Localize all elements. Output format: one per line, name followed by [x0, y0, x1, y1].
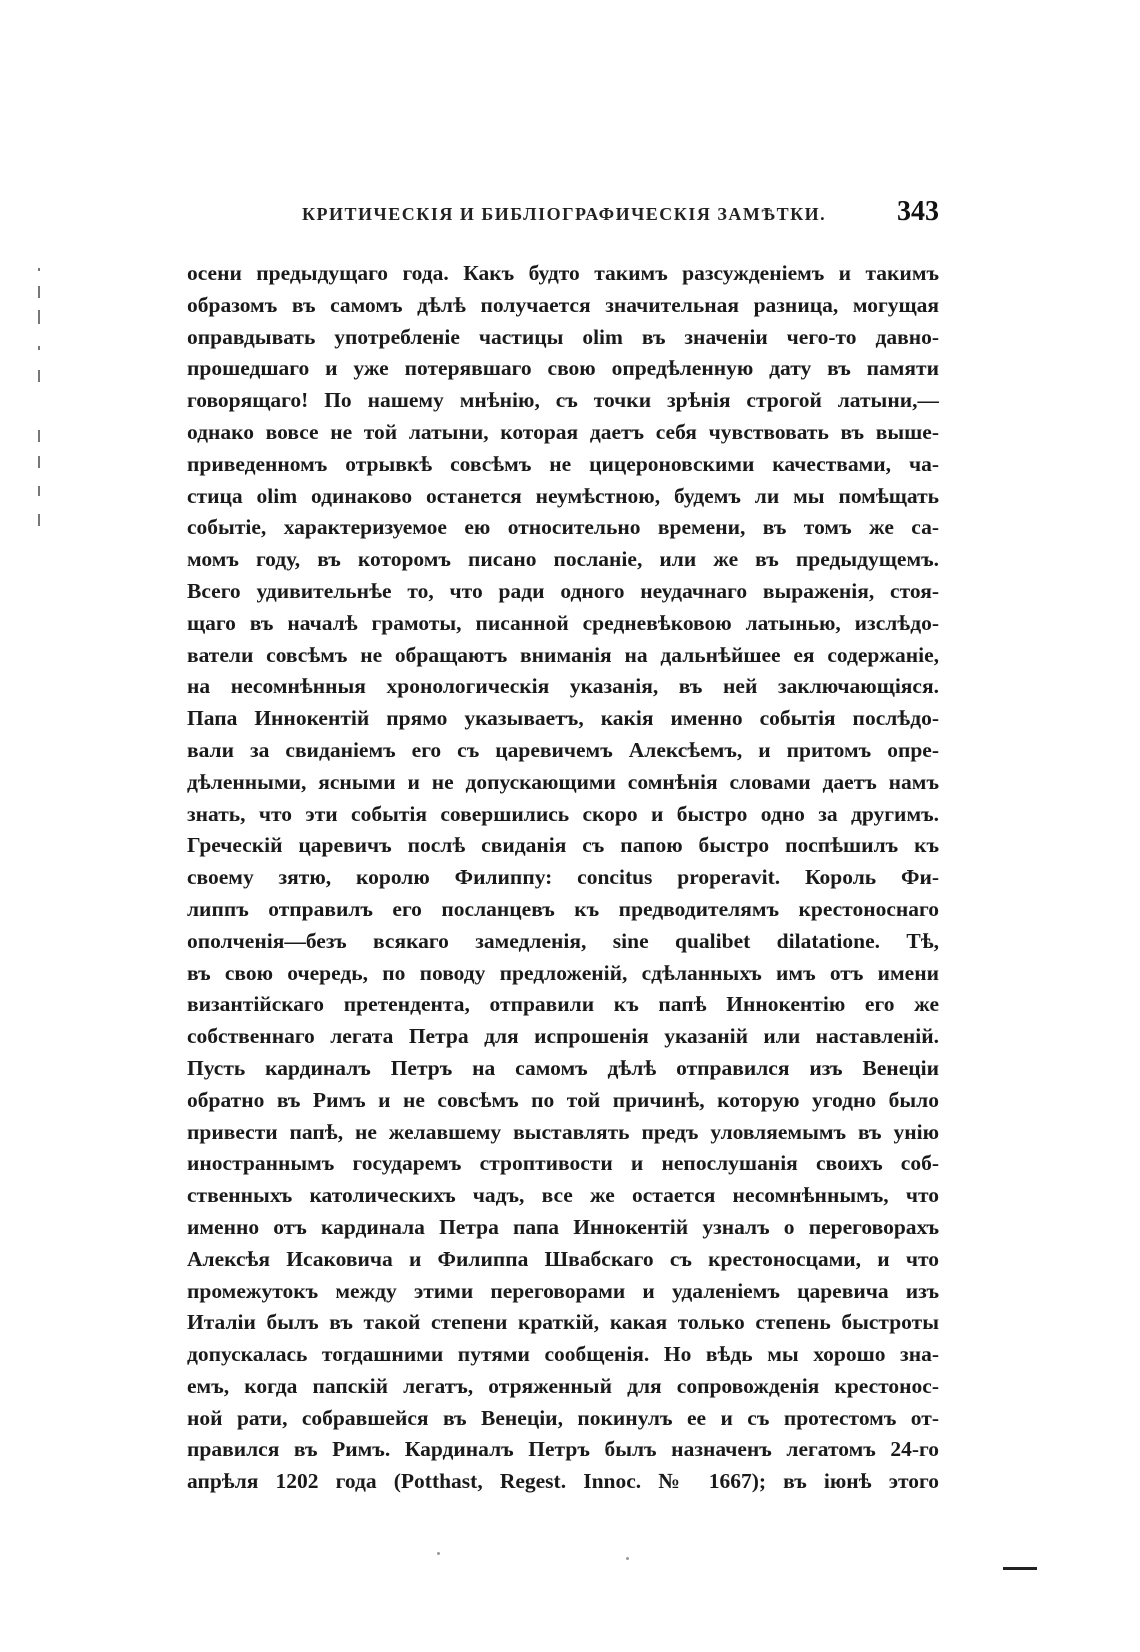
text-line: Пусть кардиналъ Петръ на самомъ дѣлѣ отправился изъ Венеціи: [187, 1055, 939, 1080]
running-head: [187, 196, 939, 232]
text-line: на несомнѣнныя хронологическія указанія, въ ней заключающіяся.: [187, 674, 939, 699]
text-line: иностраннымъ государемъ строптивости и непослушанія своихъ соб-: [187, 1151, 939, 1176]
text-line: ополченія—безъ всякаго замедленія, sine qualibet dilatatione. Тѣ,: [187, 928, 939, 953]
text-line: знать, что эти событія совершились скоро и быстро одно за другимъ.: [187, 801, 939, 826]
text-line: византійскаго претендента, отправили къ папѣ Иннокентію его же: [187, 992, 939, 1017]
text-line: Алексѣя Исаковича и Филиппа Швабскаго съ крестоносцами, и что: [187, 1246, 939, 1271]
text-line: ной рати, собравшейся въ Венеціи, покинулъ ее и съ протестомъ от-: [187, 1405, 939, 1430]
text-line: своему зятю, королю Филиппу: concitus properavit. Король Фи-: [187, 865, 939, 890]
scan-mark: [38, 310, 40, 324]
text-line: однако вовсе не той латыни, которая даетъ себя чувствовать въ выше-: [187, 419, 939, 444]
scan-dash-mark: [1003, 1567, 1037, 1570]
text-line: образомъ въ самомъ дѣлѣ получается значительная разница, могущая: [187, 292, 939, 317]
text-line: приведенномъ отрывкѣ совсѣмъ не цицероновскими качествами, ча-: [187, 451, 939, 476]
scan-mark: [38, 370, 40, 382]
text-line: Всего удивительнѣе то, что ради одного неудачнаго выраженія, стоя-: [187, 578, 939, 603]
text-line: обратно въ Римъ и не совсѣмъ по той причинѣ, которую угодно было: [187, 1087, 939, 1112]
text-line: именно отъ кардинала Петра папа Иннокентій узналъ о переговорахъ: [187, 1214, 939, 1239]
text-line: допускалась тогдашними путями сообщенія. Но вѣдь мы хорошо зна-: [187, 1342, 939, 1367]
running-title: КРИТИЧЕСКІЯ И БИБЛІОГРАФИЧЕСКІЯ ЗАМѢТКИ.: [302, 204, 827, 224]
text-line: Италіи былъ въ такой степени краткій, какая только степень быстроты: [187, 1310, 939, 1335]
text-line: емъ, когда папскій легатъ, отряженный для сопровожденія крестонос-: [187, 1373, 939, 1398]
page-number: 343: [897, 196, 939, 227]
text-line: вали за свиданіемъ его съ царевичемъ Алексѣемъ, и притомъ опре-: [187, 737, 939, 762]
text-line: апрѣля 1202 года (Potthast, Regest. Innoc. № 1667); въ іюнѣ этого: [187, 1469, 939, 1494]
scan-mark: [38, 268, 40, 271]
scan-speck: [437, 1552, 440, 1555]
text-line: стица olim одинаково останется неумѣстною, будемъ ли мы помѣщать: [187, 483, 939, 508]
body-text: [187, 258, 939, 1498]
text-line: оправдывать употребленіе частицы olim въ значеніи чего-то давно-: [187, 324, 939, 349]
text-line: собственнаго легата Петра для испрошенія указаній или наставленій.: [187, 1024, 939, 1049]
text-line: говорящаго! По нашему мнѣнію, съ точки зрѣнія строгой латыни,—: [187, 388, 939, 413]
text-line: липпъ отправилъ его посланцевъ къ предводителямъ крестоноснаго: [187, 896, 939, 921]
text-line: щаго въ началѣ грамоты, писанной средневѣковою латынью, изслѣдо-: [187, 610, 939, 635]
text-line: момъ году, въ которомъ писано посланіе, или же въ предыдущемъ.: [187, 547, 939, 572]
scan-mark: [38, 346, 40, 350]
text-line: привести папѣ, не желавшему выставлять предъ уловляемымъ въ унію: [187, 1119, 939, 1144]
text-line: Греческій царевичъ послѣ свиданія съ папою быстро поспѣшилъ къ: [187, 833, 939, 858]
text-line: Папа Иннокентій прямо указываетъ, какія именно событія послѣдо-: [187, 706, 939, 731]
text-line: осени предыдущаго года. Какъ будто такимъ разсужденіемъ и такимъ: [187, 261, 939, 285]
text-line: ственныхъ католическихъ чадъ, все же остается несомнѣннымъ, что: [187, 1183, 939, 1208]
text-line: ватели совсѣмъ не обращаютъ вниманія на дальнѣйшее ея содержаніе,: [187, 642, 939, 667]
scan-mark: [38, 286, 40, 298]
text-line: дѣленными, ясными и не допускающими сомнѣнія словами даетъ намъ: [187, 769, 939, 794]
text-line: промежутокъ между этими переговорами и удаленіемъ царевича изъ: [187, 1278, 939, 1303]
text-line: въ свою очередь, по поводу предложеній, сдѣланныхъ имъ отъ имени: [187, 960, 939, 985]
text-line: прошедшаго и уже потерявшаго свою опредѣленную дату въ памяти: [187, 356, 939, 381]
scan-mark: [38, 430, 40, 442]
text-line: событіе, характеризуемое ею относительно времени, въ томъ же са-: [187, 515, 939, 540]
scan-mark: [38, 514, 40, 526]
text-line: правился въ Римъ. Кардиналъ Петръ былъ назначенъ легатомъ 24-го: [187, 1437, 939, 1462]
scan-speck: [626, 1557, 629, 1560]
scan-mark: [38, 456, 40, 468]
scan-mark: [38, 486, 40, 496]
